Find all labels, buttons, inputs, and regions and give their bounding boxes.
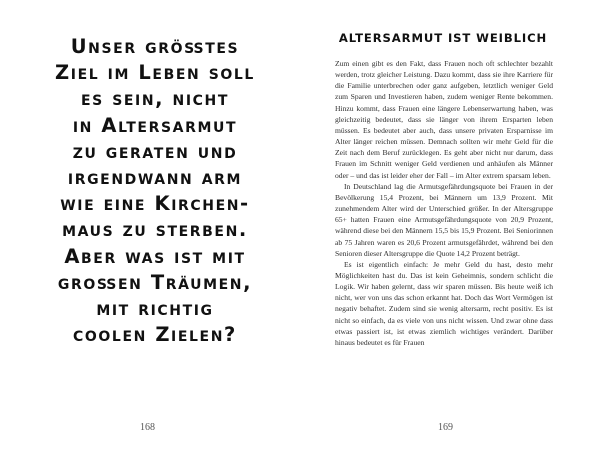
quote-line: Ziel im Leben soll — [55, 61, 255, 85]
pull-quote — [40, 34, 270, 348]
quote-line: Aber was ist mit — [64, 244, 246, 268]
right-page — [300, 0, 600, 452]
quote-line: maus zu sterben. — [62, 218, 248, 242]
quote-line: zu geraten und — [72, 139, 238, 163]
quote-line: irgendwann arm — [67, 166, 243, 190]
quote-line: coolen Zielen? — [73, 323, 237, 347]
quote-line: großen Träumen, — [57, 270, 253, 294]
chapter-title: ALTERSARMUT IST WEIBLICH — [338, 31, 548, 45]
page-number: 168 — [140, 422, 155, 433]
page-number: 169 — [438, 422, 453, 433]
quote-line: Unser größtes — [70, 35, 240, 58]
body-text — [335, 58, 553, 348]
quote-line: in Altersarmut — [72, 113, 238, 137]
paragraph: Es ist eigentlich einfach: Je mehr Geld du hast, desto mehr Möglichkeiten hast du. Das ist kein Geheimnis, sondern schlicht die Logik. Wir haben gelernt, dass wir sparen müssen. Bis heute weiß ich nicht, wer von uns das schon erkannt hat. Doch das Wort Vermögen ist negativ behaftet. Zudem sind sie wenig altersarm, recht positiv. Es ist nicht so einfach, da es viele von uns nicht wissen. Und zwar ohne dass etwas passiert ist, ist etwas ziemlich wichtiges verändert. Darüber hinaus bedeutet es für Frauen — [335, 259, 553, 347]
quote-line: wie eine Kirchen- — [60, 192, 250, 216]
quote-line: es sein, nicht — [80, 87, 230, 111]
paragraph: Zum einen gibt es den Fakt, dass Frauen noch oft schlechter bezahlt werden, trotz gleicher Leistung. Dazu kommt, dass sie ihre Karriere für die Familie unterbrechen oder ganz aufgeben, letztlich weniger Geld zum Sparen und Investieren haben, zudem weniger Rente bekommen. Hinzu kommt, dass Frauen eine längere Lebenserwartung haben, was gleichzeitig bedeutet, dass sie länger von ihrem Ersparten leben müssen. Es bedeutet aber auch, dass unsere privaten Ersparnisse im Alter länger reichen müssen. Demnach sollten wir mehr Geld für die Zeit nach dem Beruf zurücklegen. Es geht aber nicht nur darum, dass Frauen im Schnitt weniger Geld verdienen und anhäufen als Männer oder – und das ist leider eher der Fall – im Alter extrem sparsam leben. — [335, 59, 553, 180]
paragraph: In Deutschland lag die Armutsgefährdungsquote bei Frauen in der Bevölkerung 15,4 Prozent, bei Männern um 13,9 Prozent. Mit zunehmendem Alter wird der Unterschied größer. In der Altersgruppe 65+ hatten Frauen eine Armutsgefährdungsquote von 20,9 Prozent, während diese bei den Männern 15,5 bis 15,9 Prozent. Bei Seniorinnen ab 75 Jahren waren es 20,6 Prozent armutsgefährdet, während bei den Senioren dieser Altersgruppe die Quote 14,2 Prozent beträgt. — [335, 181, 553, 258]
quote-line: mit richtig — [96, 297, 214, 321]
